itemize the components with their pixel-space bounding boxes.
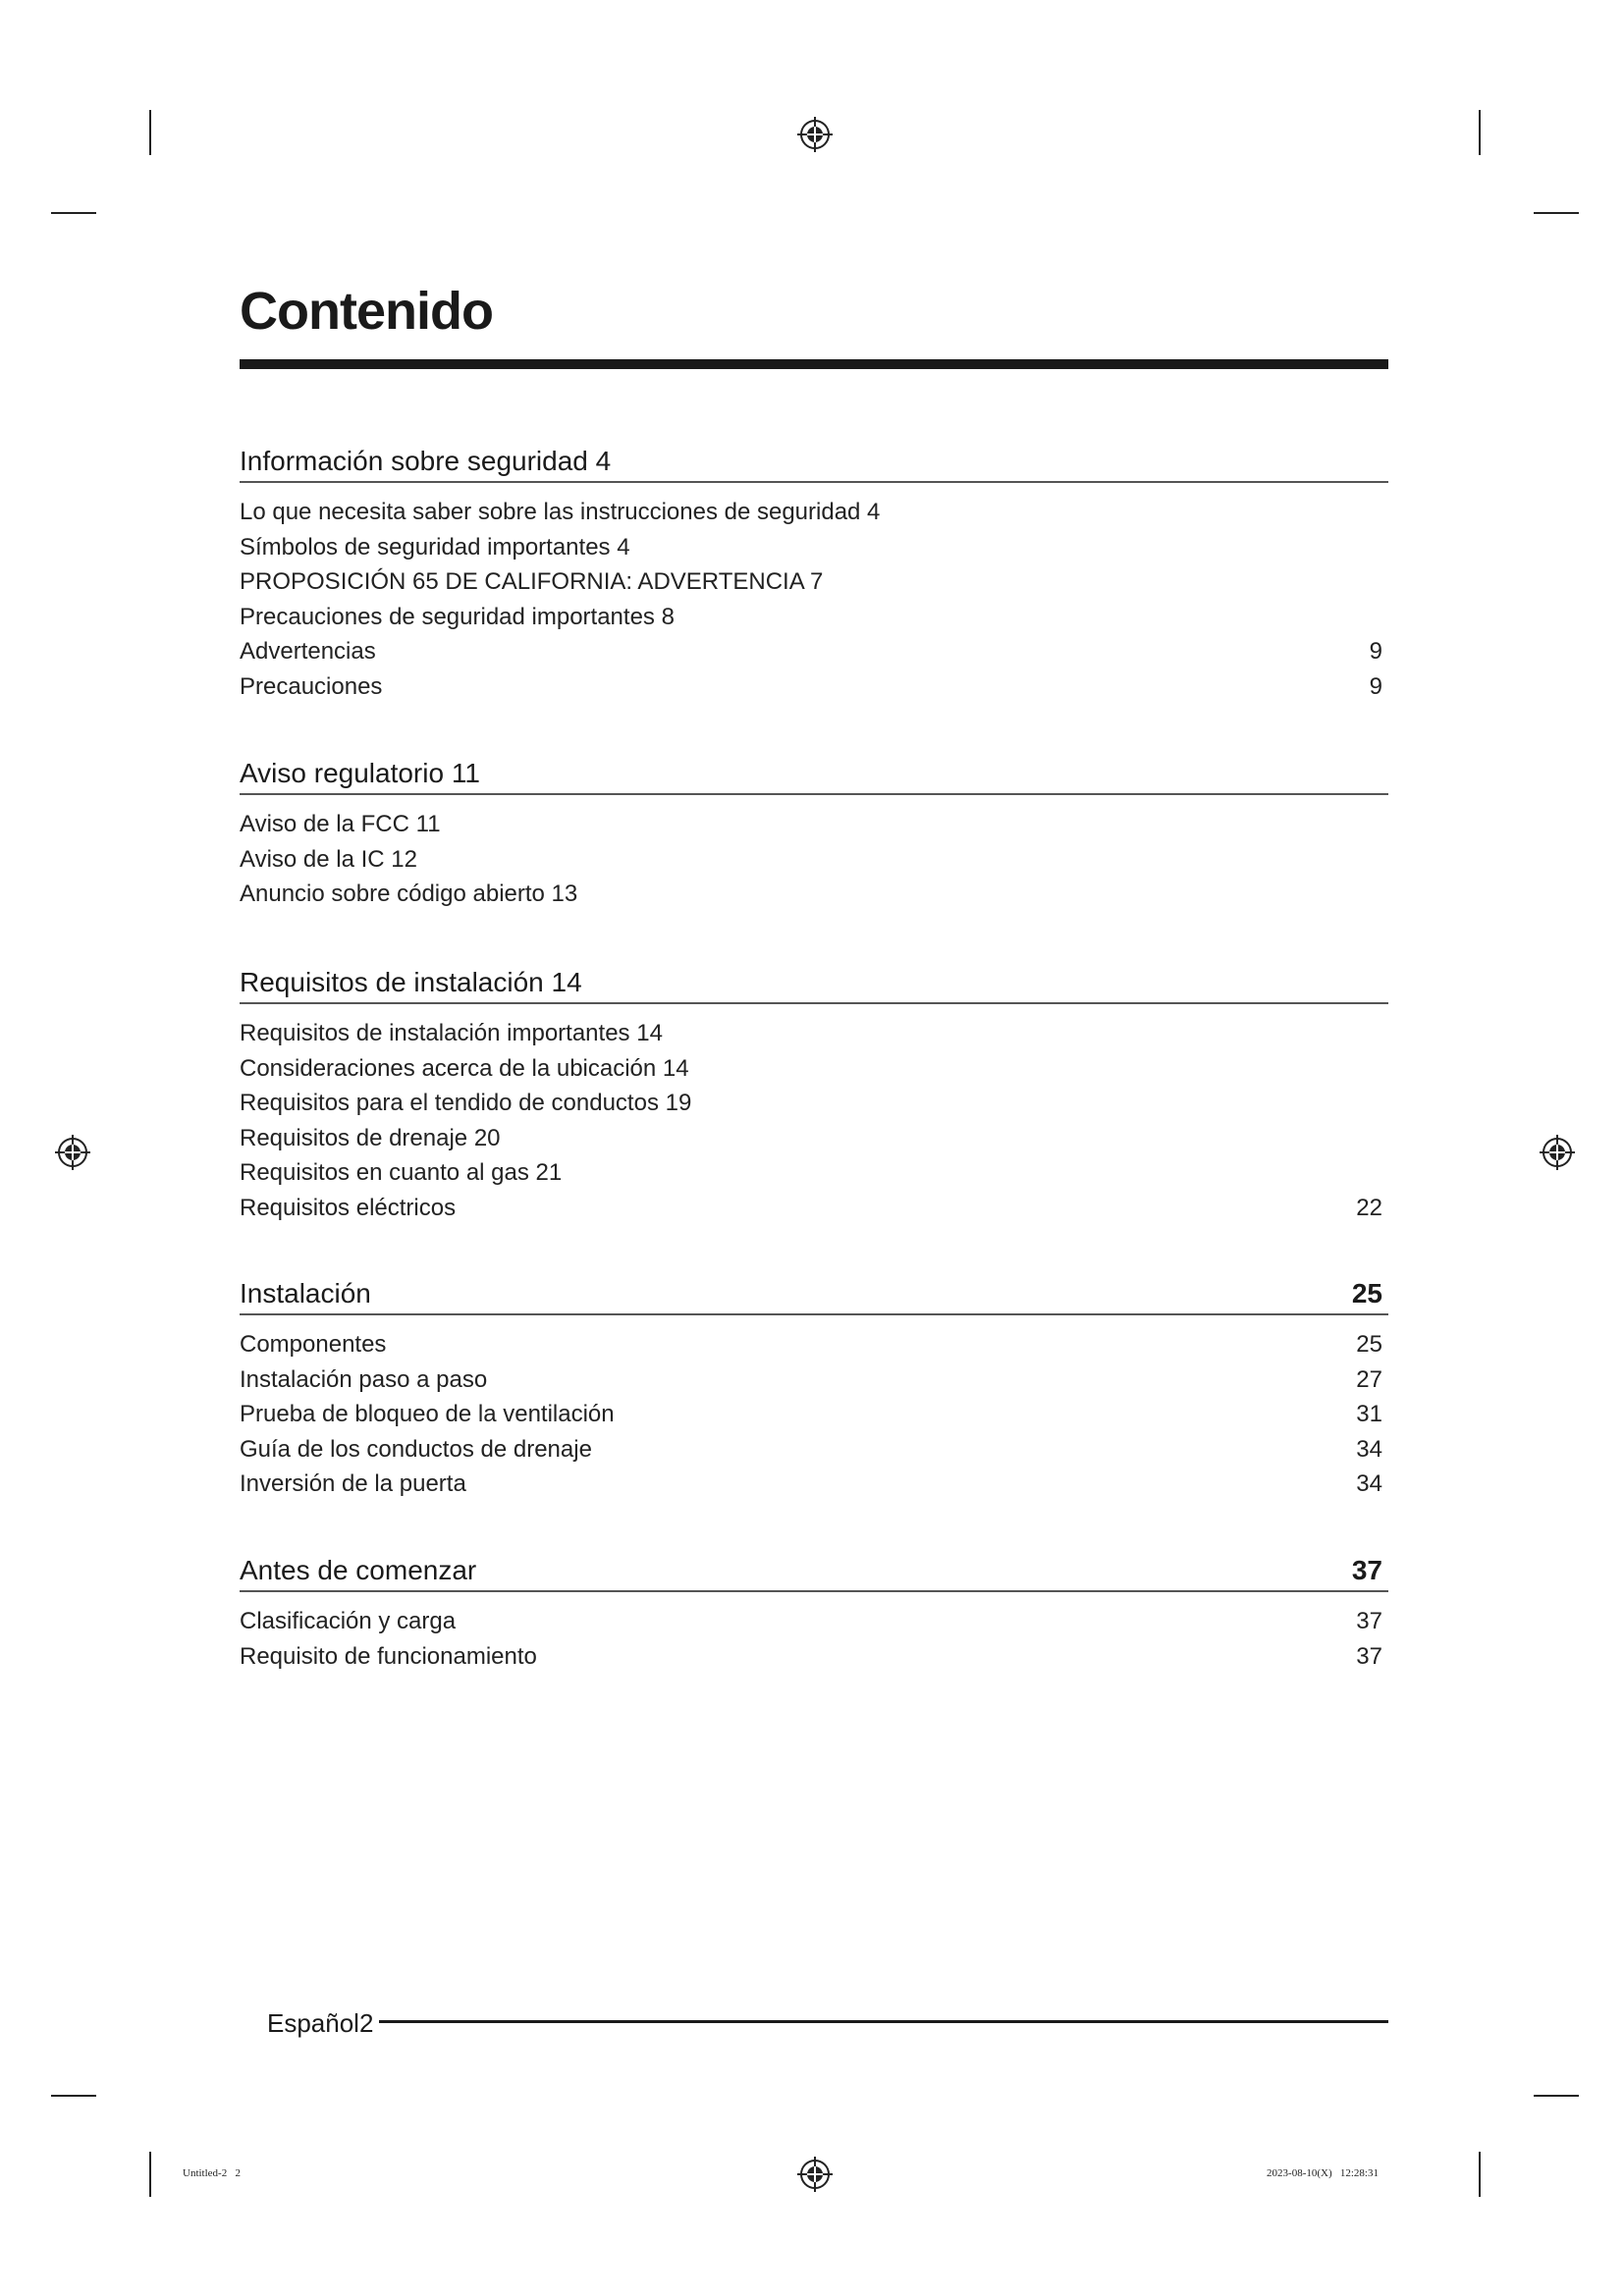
toc-entry-label: Símbolos de seguridad importantes 4: [240, 533, 630, 561]
section-heading: [240, 440, 1388, 483]
toc-entry[interactable]: [240, 1639, 1388, 1675]
print-slug-left: Untitled-2 2: [183, 2167, 241, 2179]
crop-mark: [149, 2152, 151, 2197]
section-title[interactable]: Información sobre seguridad 4: [240, 446, 612, 476]
toc-entry[interactable]: [240, 669, 1388, 705]
toc-entry[interactable]: [240, 1086, 1388, 1121]
toc-entry-label: Componentes: [240, 1331, 387, 1358]
toc-entry[interactable]: [240, 600, 1388, 635]
toc-entry-label: Lo que necesita saber sobre las instrucciones de seguridad 4: [240, 499, 881, 525]
toc-entry-label: Precauciones de seguridad importantes 8: [240, 603, 675, 630]
section-heading: [240, 752, 1388, 795]
crop-mark: [51, 2095, 96, 2097]
section-heading: [240, 1549, 1388, 1592]
toc-entry[interactable]: [240, 1191, 1388, 1226]
crop-mark: [1479, 110, 1481, 155]
section-title[interactable]: Instalación: [240, 1278, 371, 1308]
print-slug-right: 2023-08-10(X) 12:28:31: [1267, 2167, 1379, 2179]
toc-entry-label: Requisitos de drenaje 20: [240, 1124, 501, 1151]
toc-entry[interactable]: [240, 564, 1388, 600]
section-heading: [240, 1272, 1388, 1315]
toc-entry-page: 37: [1356, 1608, 1382, 1634]
toc-entry-page: 31: [1356, 1401, 1382, 1427]
toc-entry[interactable]: [240, 1432, 1388, 1468]
toc-entry-label: Prueba de bloqueo de la ventilación: [240, 1401, 615, 1427]
toc-entry[interactable]: [240, 1051, 1388, 1087]
toc-entry-label: Requisitos eléctricos: [240, 1194, 457, 1221]
crop-mark: [1479, 2152, 1481, 2197]
section-title[interactable]: Aviso regulatorio 11: [240, 758, 480, 788]
toc-section: [240, 752, 1388, 912]
toc-entry[interactable]: [240, 1362, 1388, 1398]
toc-entry-label: Precauciones: [240, 672, 383, 700]
registration-mark-icon: [1538, 1133, 1577, 1172]
toc-entry-label: Aviso de la FCC 11: [240, 811, 441, 837]
toc-entry-label: Requisito de funcionamiento: [240, 1642, 537, 1670]
toc-entry-label: Clasificación y carga: [240, 1608, 457, 1634]
toc-section: [240, 961, 1388, 1225]
toc-entry[interactable]: [240, 807, 1388, 842]
toc-entry-page: 9: [1369, 672, 1382, 700]
toc-entry-page: 25: [1356, 1331, 1382, 1358]
toc-entry[interactable]: [240, 1604, 1388, 1639]
toc-section: [240, 1549, 1388, 1674]
toc-entry-page: 37: [1356, 1642, 1382, 1670]
toc-entry-label: Anuncio sobre código abierto 13: [240, 881, 578, 907]
toc-entry-page: 22: [1356, 1194, 1382, 1221]
toc-entry[interactable]: [240, 1121, 1388, 1156]
footer-rule: [379, 2020, 1388, 2023]
registration-mark-icon: [795, 2155, 835, 2194]
section-heading: [240, 961, 1388, 1004]
toc-entry-label: Requisitos de instalación importantes 14: [240, 1020, 663, 1046]
crop-mark: [149, 110, 151, 155]
footer-page-label: Español2: [267, 2008, 374, 2038]
toc-entry-label: PROPOSICIÓN 65 DE CALIFORNIA: ADVERTENCIA 7: [240, 568, 824, 595]
page-title: Contenido: [240, 282, 493, 341]
toc-section: [240, 440, 1388, 704]
toc-entry-label: Inversión de la puerta: [240, 1470, 466, 1497]
toc-entry[interactable]: [240, 634, 1388, 669]
toc-entry-page: 9: [1369, 638, 1382, 665]
registration-mark-icon: [795, 115, 835, 154]
toc-entry-label: Aviso de la IC 12: [240, 845, 417, 873]
title-rule: [240, 359, 1388, 369]
toc-entry[interactable]: [240, 842, 1388, 878]
toc-entry-label: Requisitos para el tendido de conductos 19: [240, 1090, 692, 1116]
crop-mark: [1534, 212, 1579, 214]
toc-entry-label: Requisitos en cuanto al gas 21: [240, 1159, 563, 1186]
section-title[interactable]: Requisitos de instalación 14: [240, 967, 582, 997]
toc-entry-label: Consideraciones acerca de la ubicación 14: [240, 1054, 689, 1082]
toc-entry[interactable]: [240, 1397, 1388, 1432]
section-page-number: 25: [1351, 1278, 1382, 1308]
toc-entry-label: Guía de los conductos de drenaje: [240, 1435, 592, 1463]
crop-mark: [51, 212, 96, 214]
toc-entry[interactable]: [240, 495, 1388, 530]
registration-mark-icon: [53, 1133, 92, 1172]
toc-entry[interactable]: [240, 1327, 1388, 1362]
toc-section: [240, 1272, 1388, 1502]
toc-entry-page: 27: [1356, 1365, 1382, 1393]
toc-entry[interactable]: [240, 1155, 1388, 1191]
toc-entry[interactable]: [240, 530, 1388, 565]
toc-entry-page: 34: [1356, 1470, 1382, 1497]
section-title[interactable]: Antes de comenzar: [240, 1555, 477, 1585]
toc-entry[interactable]: [240, 1467, 1388, 1502]
toc-entry-page: 34: [1356, 1435, 1382, 1463]
toc-entry-label: Advertencias: [240, 638, 376, 665]
toc-entry-label: Instalación paso a paso: [240, 1365, 488, 1393]
toc-entry[interactable]: [240, 877, 1388, 912]
toc-entry[interactable]: [240, 1016, 1388, 1051]
section-page-number: 37: [1351, 1555, 1382, 1585]
crop-mark: [1534, 2095, 1579, 2097]
